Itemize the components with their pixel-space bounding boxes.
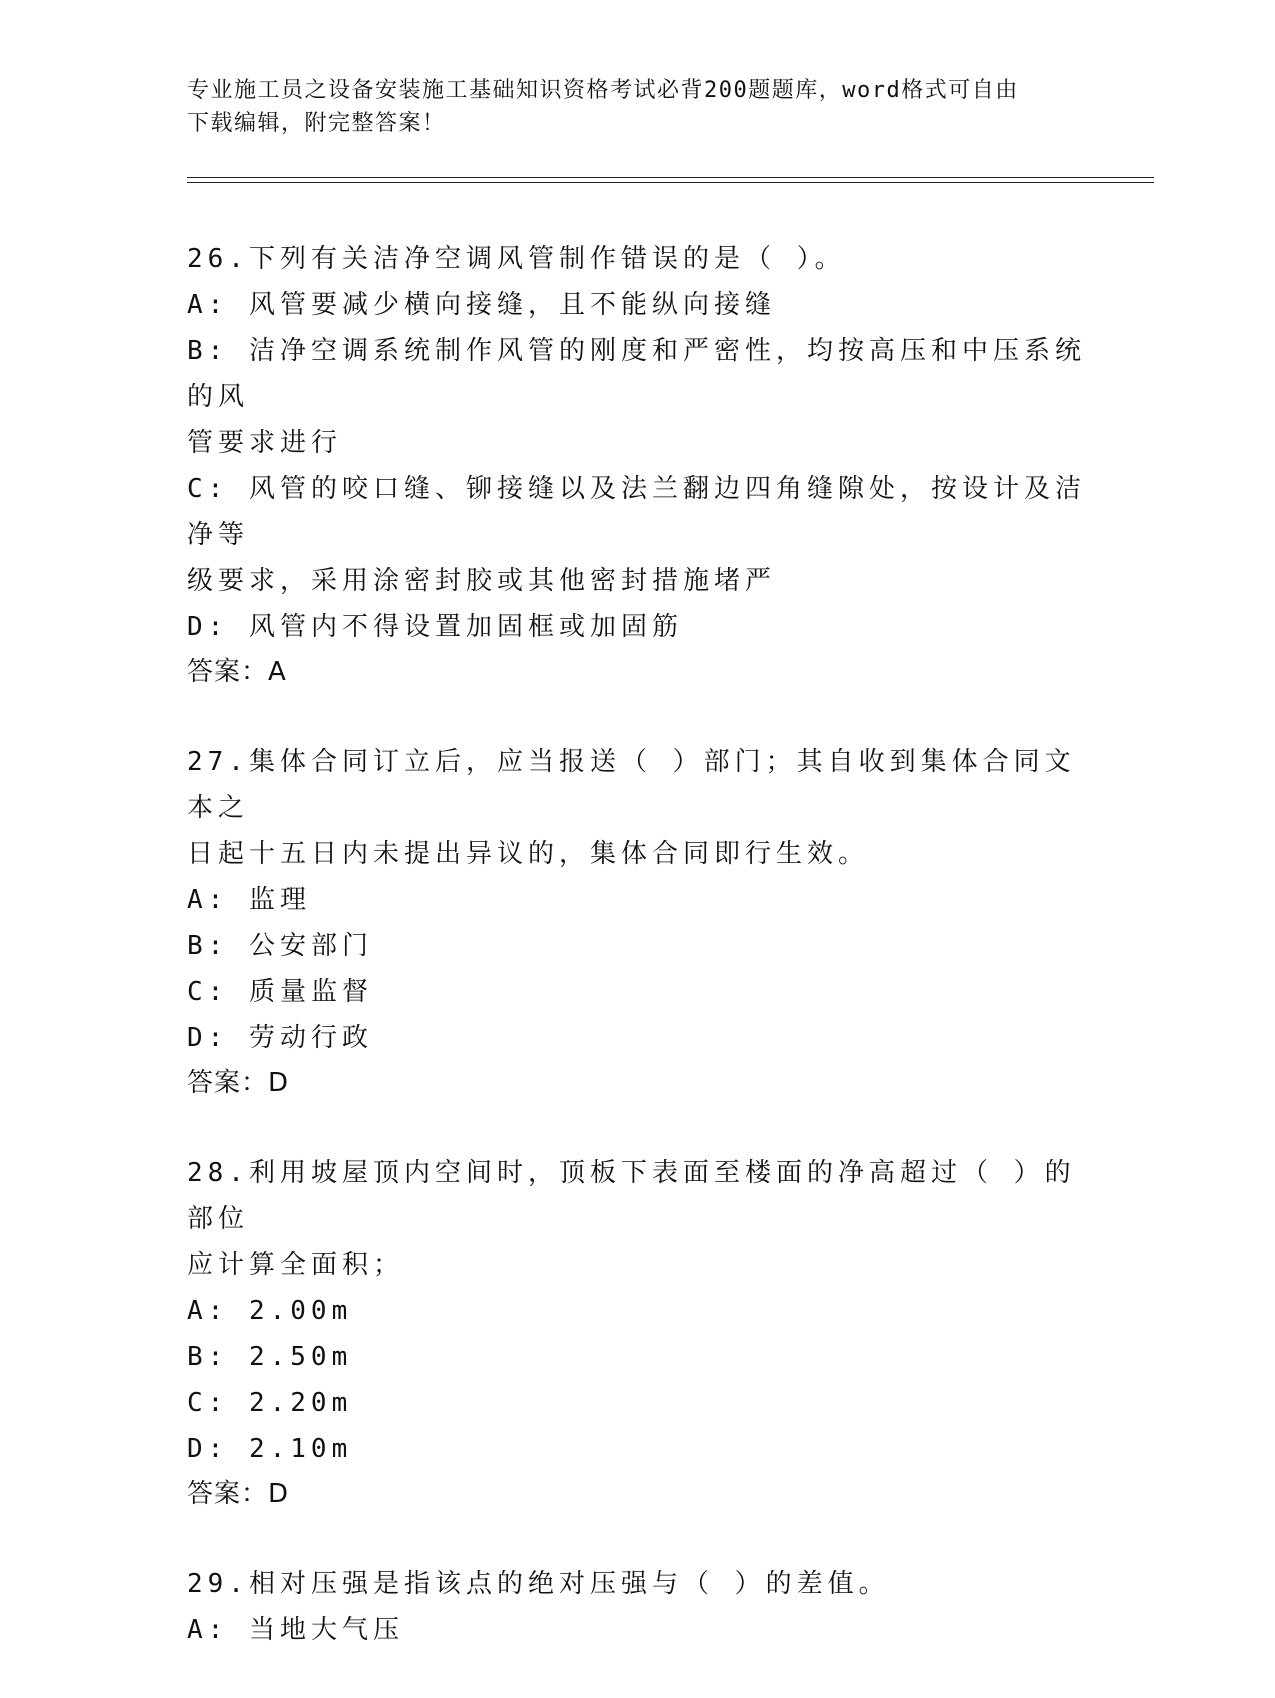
question-item [187,1150,1087,1516]
header-divider-top [187,177,1154,178]
answer-option: D: 劳动行政 [187,1023,373,1053]
answer-option: A: 2.00m [187,1296,353,1326]
answer-option: A: 监理 [187,885,311,915]
question-stem: 应计算全面积； [187,1250,405,1280]
question-stem: 26.下列有关洁净空调风管制作错误的是（ ）。 [187,244,846,274]
answer-option: C: 2.20m [187,1388,353,1418]
question-stem: 日起十五日内未提出异议的，集体合同即行生效。 [187,839,870,869]
answer-key: 答案：D [187,1479,290,1509]
document-header [187,74,1087,140]
answer-option: D: 2.10m [187,1434,353,1464]
question-stem: 27.集体合同订立后，应当报送（ ）部门；其自收到集体合同文本之 [187,747,1076,823]
answer-key: 答案：A [187,657,287,687]
header-line-1: 专业施工员之设备安装施工基础知识资格考试必背200题题库，word格式可自由 [187,78,1019,103]
answer-option: C: 质量监督 [187,977,373,1007]
answer-option: D: 风管内不得设置加固框或加固筋 [187,612,683,642]
question-stem: 29.相对压强是指该点的绝对压强与（ ）的差值。 [187,1569,890,1599]
answer-option: B: 2.50m [187,1342,353,1372]
question-item [187,739,1087,1105]
header-divider-bottom [187,182,1154,183]
question-list [187,236,1087,1698]
answer-option: A: 风管要减少横向接缝，且不能纵向接缝 [187,290,776,320]
question-item [187,1561,1087,1653]
question-item [187,236,1087,694]
header-line-2: 下载编辑，附完整答案！ [187,111,446,136]
answer-option: 级要求，采用涂密封胶或其他密封措施堵严 [187,566,777,596]
answer-option: A: 当地大气压 [187,1615,404,1645]
answer-option: 管要求进行 [187,428,343,458]
answer-option: C: 风管的咬口缝、铆接缝以及法兰翻边四角缝隙处，按设计及洁净等 [187,474,1086,550]
question-stem: 28.利用坡屋顶内空间时，顶板下表面至楼面的净高超过（ ）的部位 [187,1158,1076,1234]
answer-key: 答案：D [187,1068,290,1098]
answer-option: B: 洁净空调系统制作风管的刚度和严密性，均按高压和中压系统的风 [187,336,1086,412]
answer-option: B: 公安部门 [187,931,373,961]
